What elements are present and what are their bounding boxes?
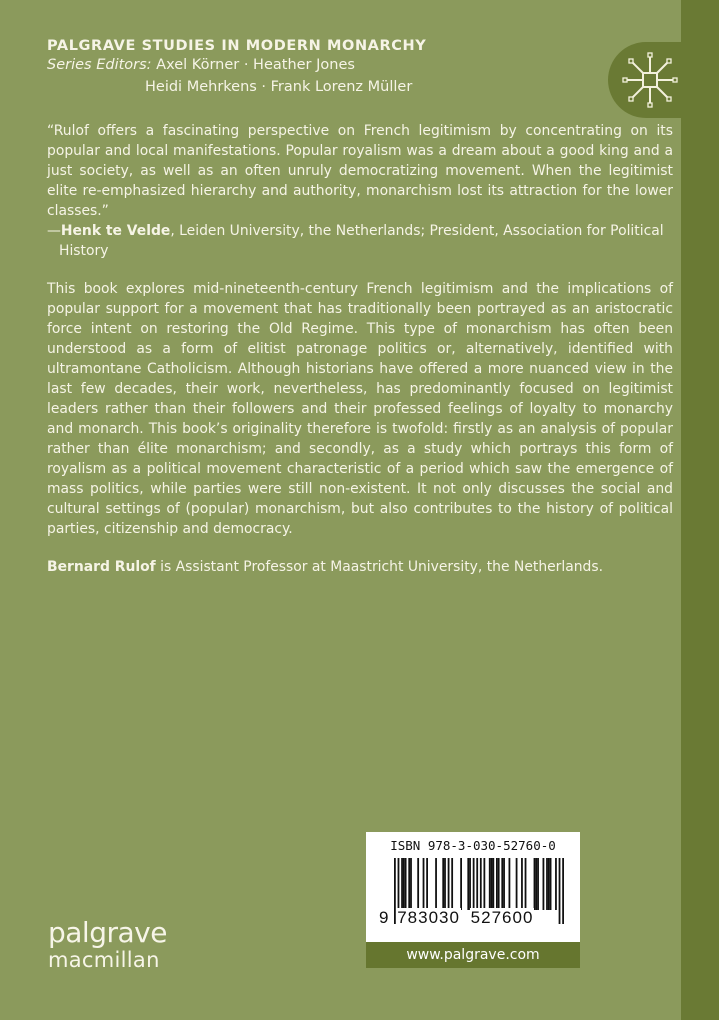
barcode-bar	[405, 858, 407, 910]
barcode-bar	[537, 858, 539, 910]
barcode-bar	[460, 858, 462, 910]
publisher-url: www.palgrave.com	[366, 942, 580, 968]
barcode-bar	[491, 858, 493, 910]
publisher-logo: palgrave macmillan	[48, 916, 167, 972]
barcode-bar	[467, 858, 469, 910]
editors-label: Series Editors:	[47, 57, 152, 73]
barcode-bar	[483, 858, 485, 910]
barcode-bar	[401, 858, 403, 910]
author-name: Bernard Rulof	[47, 559, 156, 575]
barcode-bar	[426, 858, 428, 910]
barcode-bar	[448, 858, 450, 910]
barcode-bar	[516, 858, 518, 910]
barcode-bar	[496, 858, 498, 910]
barcode-bar	[451, 858, 453, 910]
barcode-bar	[417, 858, 419, 910]
quote-author: Henk te Velde	[60, 223, 171, 239]
quote-attribution: —Henk te Velde, Leiden University, the Netherlands; President, Association for Political History	[47, 223, 664, 259]
barcode-bar	[473, 858, 475, 910]
barcode-bar	[555, 858, 557, 910]
author-bio: Bernard Rulof is Assistant Professor at Maastricht University, the Netherlands.	[47, 559, 604, 575]
book-description: This book explores mid-nineteenth-century French legitimism and the implications of popular support for a movement that has traditionally been portrayed as an aristocratic force intent on restoring the Old Regime. This type of monarchism has often been understood as a form of elitist patronage politics or, alternatively, identified with ultramontane Catholicism. Although historians have offered a more nuanced view in the last few decades, their work, nevertheless, has predominantly focused on legitimist leaders rather than their followers and their professed feelings of loyalty to monarchy and monarch. This book’s originality therefore is twofold: firstly as an analysis of popular rather than élite monarchism; and secondly, as a study which portrays this form of royalism as a political movement characteristic of a period which saw the emergence of mass politics, while parties were still non-existent. It not only discusses the social and cultural settings of (popular) monarchism, but also contributes to the history of political parties, citizenship and democracy.	[47, 281, 673, 537]
barcode-bar	[498, 858, 500, 910]
barcode-bar	[489, 858, 491, 910]
barcode-bar	[534, 858, 536, 910]
barcode-bar	[442, 858, 444, 910]
endorsement-quote: “Rulof offers a fascinating perspective on French legitimism by concentrating on its popular and local manifestations. Popular royalism was a dream about a good king and a just society, as well as an often unruly democratizing movement. When the legitimist elite re-emphasized hierarchy and authority, monarchism lost its attraction for the lower classes.”	[47, 123, 673, 219]
barcode-bar	[501, 858, 503, 910]
barcode-bar	[548, 858, 550, 910]
barcode-bar	[550, 858, 552, 910]
editors-line2: Heidi Mehrkens · Frank Lorenz Müller	[145, 79, 413, 95]
series-info	[47, 38, 426, 98]
barcode-bar	[435, 858, 437, 910]
barcode-bar	[410, 858, 412, 910]
barcode-bar	[503, 858, 505, 910]
barcode-bar	[535, 858, 537, 910]
barcode-bar	[403, 858, 405, 910]
barcode-bar	[408, 858, 410, 910]
isbn-barcode	[366, 832, 580, 942]
barcode-bar	[492, 858, 494, 910]
barcode-bar	[423, 858, 425, 910]
palgrave-circuit-logo-icon	[620, 50, 680, 110]
barcode-bar	[469, 858, 471, 910]
editors-line1: Axel Körner · Heather Jones	[156, 57, 355, 73]
series-title: PALGRAVE STUDIES IN MODERN MONARCHY	[47, 38, 427, 54]
ean-digits: 9 783030 527600	[379, 908, 534, 927]
barcode-bar	[546, 858, 548, 910]
barcode-bar	[521, 858, 523, 910]
barcode-bar	[525, 858, 527, 910]
barcode-bar	[509, 858, 511, 910]
back-cover-text	[47, 121, 673, 595]
book-spine	[681, 0, 719, 1020]
isbn-text: ISBN 978-3-030-52760-0	[390, 838, 556, 853]
barcode-bar	[543, 858, 545, 910]
barcode-bar	[444, 858, 446, 910]
